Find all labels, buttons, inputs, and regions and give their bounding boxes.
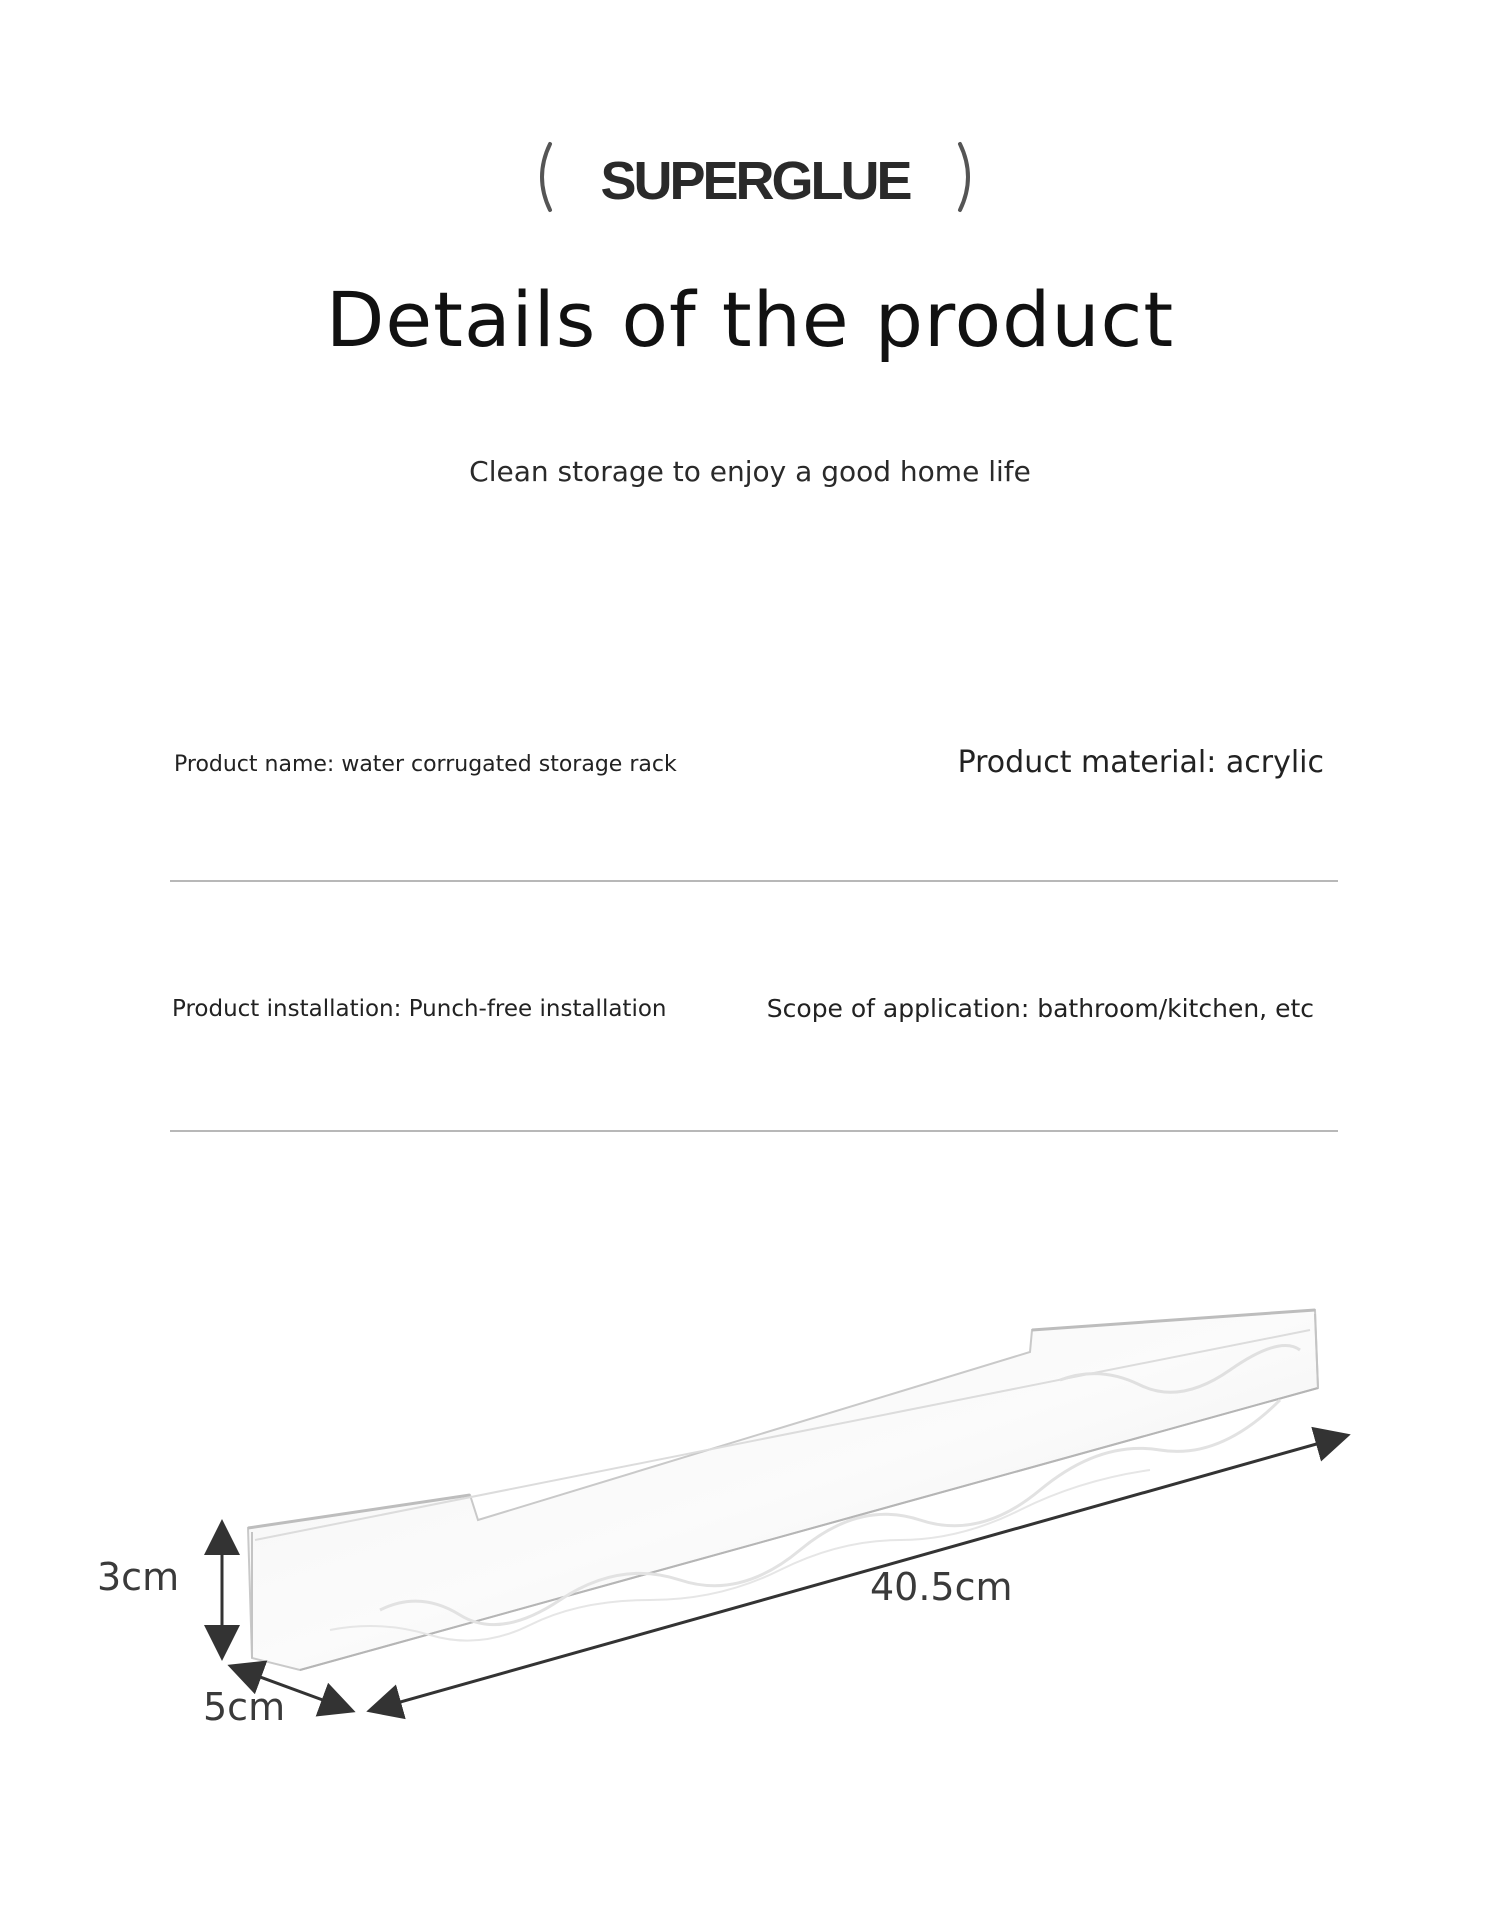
divider: [170, 880, 1338, 882]
product-name: Product name: water corrugated storage rack: [174, 752, 677, 777]
product-installation: Product installation: Punch-free installation: [172, 996, 667, 1022]
brand-name: SUPERGLUE: [600, 151, 910, 211]
height-label: 3cm: [97, 1555, 180, 1599]
length-label: 40.5cm: [870, 1565, 1013, 1609]
shelf-illustration: [0, 1270, 1500, 1750]
brand-logo: [530, 140, 980, 220]
product-material: Product material: acrylic: [957, 745, 1324, 780]
page-title: Details of the product: [325, 275, 1175, 364]
divider: [170, 1130, 1338, 1132]
right-bracket-icon: [954, 140, 980, 214]
product-scope: Scope of application: bathroom/kitchen, etc: [766, 994, 1314, 1023]
product-dimension-diagram: [0, 1270, 1500, 1750]
width-label: 5cm: [203, 1685, 286, 1729]
page-subtitle: Clean storage to enjoy a good home life: [469, 455, 1031, 488]
